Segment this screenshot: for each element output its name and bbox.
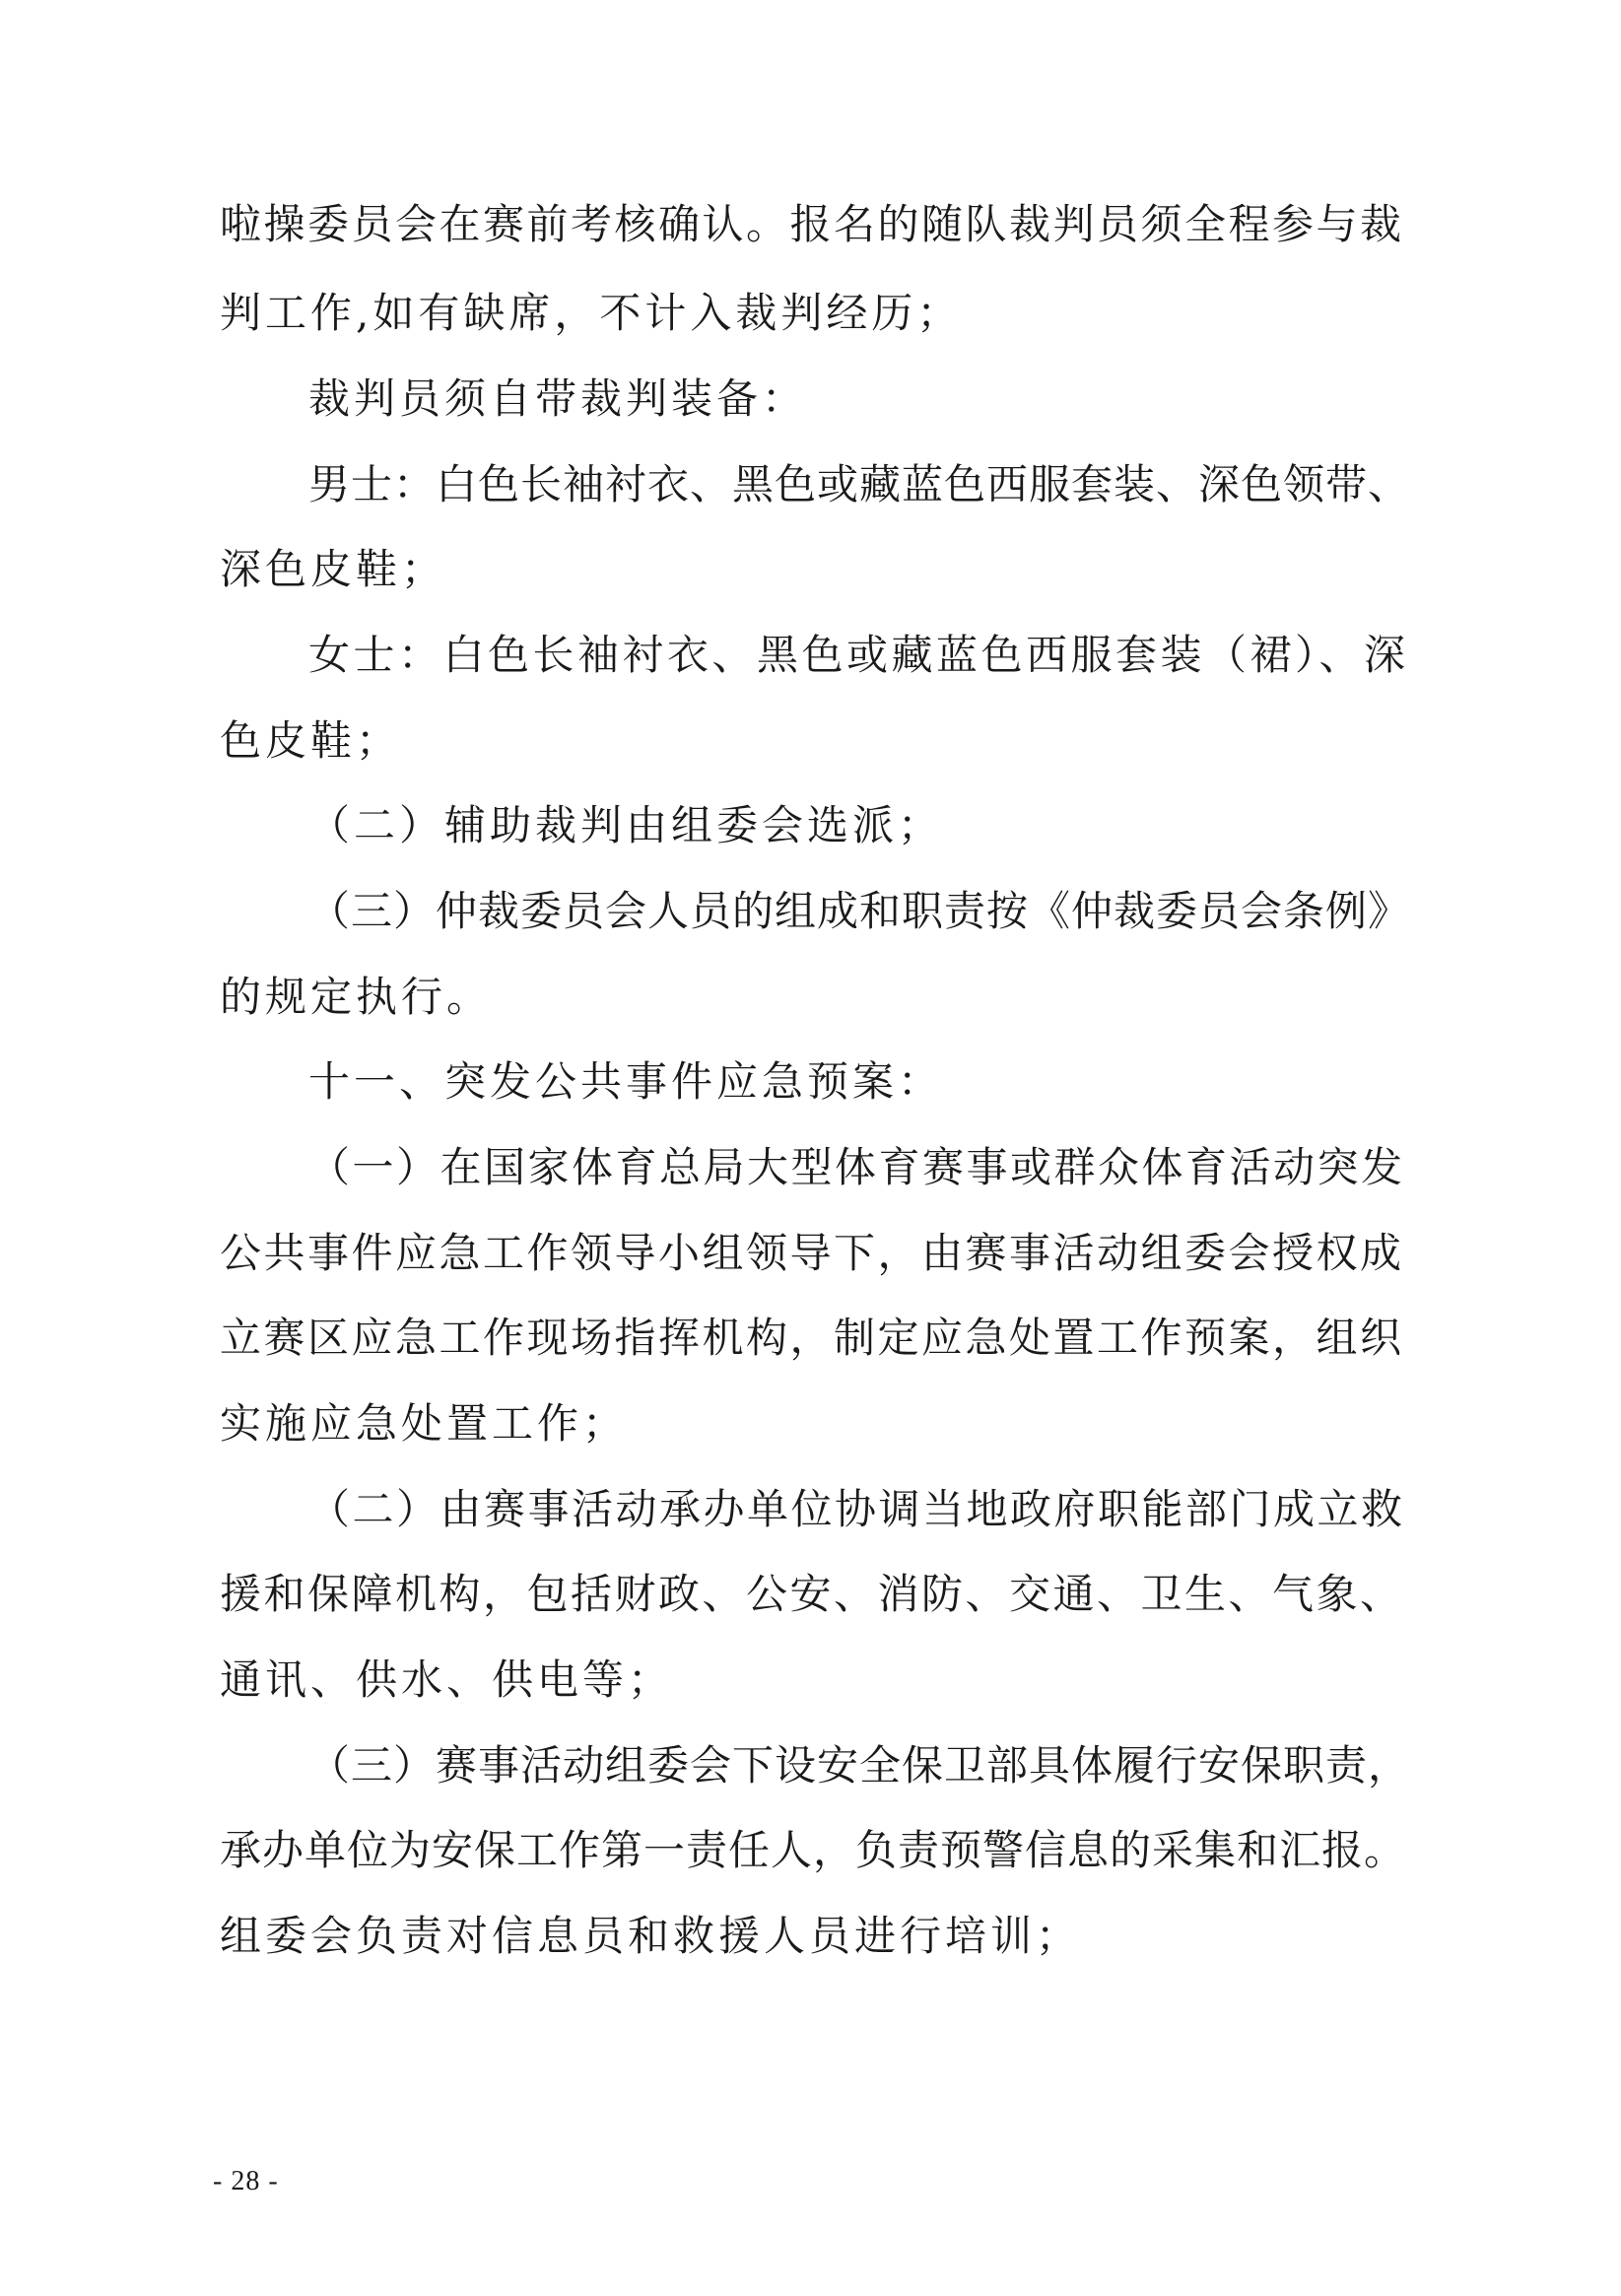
text-line: 实施应急处置工作；: [220, 1399, 629, 1448]
text-line: （三）仲裁委员会人员的组成和职责按《仲裁委员会条例》: [308, 887, 1411, 935]
text-line: 公共事件应急工作领导小组领导下，由赛事活动组委会授权成: [220, 1229, 1404, 1277]
text-line: （二）辅助裁判由组委会选派；: [308, 801, 944, 849]
text-line: 立赛区应急工作现场指挥机构，制定应急处置工作预案，组织: [220, 1314, 1404, 1362]
text-line: 援和保障机构，包括财政、公安、消防、交通、卫生、气象、: [220, 1570, 1404, 1618]
text-line: （三）赛事活动组委会下设安全保卫部具体履行安保职责，: [308, 1741, 1411, 1790]
text-line: （一）在国家体育总局大型体育赛事或群众体育活动突发: [308, 1143, 1405, 1191]
section-heading: 十一、突发公共事件应急预案：: [308, 1057, 944, 1106]
text-line: 色皮鞋；: [220, 716, 402, 765]
text-line: 男士：白色长袖衬衣、黑色或藏蓝色西服套装、深色领带、: [308, 460, 1411, 508]
text-line: 判工作,如有缺席，不计入裁判经历；: [220, 289, 963, 337]
text-line: 深色皮鞋；: [220, 545, 447, 593]
text-line: （二）由赛事活动承办单位协调当地政府职能部门成立救: [308, 1485, 1405, 1533]
text-line: 裁判员须自带裁判装备：: [308, 374, 808, 423]
page-number: - 28 -: [213, 2166, 279, 2196]
text-line: 通讯、供水、供电等；: [220, 1655, 674, 1704]
text-line: 承办单位为安保工作第一责任人，负责预警信息的采集和汇报。: [220, 1826, 1407, 1874]
text-line: 啦操委员会在赛前考核确认。报名的随队裁判员须全程参与裁: [220, 200, 1404, 248]
text-line: 组委会负责对信息员和救援人员进行培训；: [220, 1912, 1082, 1960]
text-line: 女士：白色长袖衬衣、黑色或藏蓝色西服套装（裙）、深: [308, 631, 1409, 679]
text-line: 的规定执行。: [220, 973, 493, 1021]
